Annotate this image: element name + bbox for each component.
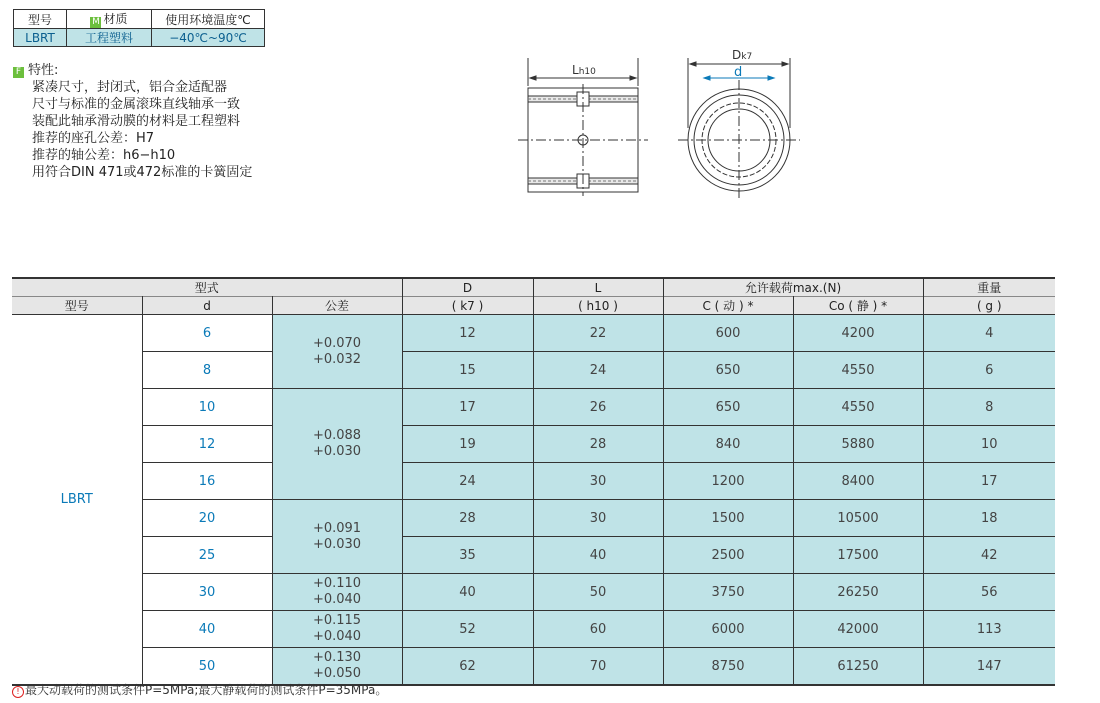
table-row bbox=[12, 315, 1055, 352]
bearing-drawing bbox=[518, 44, 808, 204]
C-cell: 6000 bbox=[663, 611, 793, 648]
Co-cell: 42000 bbox=[793, 611, 923, 648]
d-cell: 8 bbox=[142, 352, 272, 389]
D-cell: 15 bbox=[402, 352, 533, 389]
feature-line: 用符合DIN 471或472标准的卡簧固定 bbox=[32, 165, 253, 180]
tolerance-cell: +0.115 +0.040 bbox=[272, 611, 402, 648]
weight-cell: 6 bbox=[923, 352, 1055, 389]
col-header-weight: 重量 bbox=[923, 278, 1055, 297]
Co-cell: 4200 bbox=[793, 315, 923, 352]
L-cell: 70 bbox=[533, 648, 663, 686]
weight-cell: 42 bbox=[923, 537, 1055, 574]
col-header-d: d bbox=[142, 297, 272, 315]
table-row bbox=[12, 500, 1055, 537]
Co-cell: 61250 bbox=[793, 648, 923, 686]
weight-cell: 17 bbox=[923, 463, 1055, 500]
d-cell: 12 bbox=[142, 426, 272, 463]
d-cell: 20 bbox=[142, 500, 272, 537]
spec-table bbox=[13, 9, 265, 47]
L-cell: 50 bbox=[533, 574, 663, 611]
feature-line: 推荐的座孔公差：H7 bbox=[32, 131, 155, 146]
L-cell: 60 bbox=[533, 611, 663, 648]
col-header-D-sub: ( k7 ) bbox=[402, 297, 533, 315]
table-row bbox=[12, 574, 1055, 611]
tolerance-cell: +0.130 +0.050 bbox=[272, 648, 402, 686]
feature-line: 尺寸与标准的金属滚珠直线轴承一致 bbox=[32, 97, 241, 112]
table-row bbox=[12, 463, 1055, 500]
weight-cell: 147 bbox=[923, 648, 1055, 686]
L-cell: 30 bbox=[533, 500, 663, 537]
feature-badge-icon: F bbox=[13, 67, 24, 78]
features-title: 特性: bbox=[28, 63, 59, 78]
d-cell: 30 bbox=[142, 574, 272, 611]
feature-line: 紧凑尺寸，封闭式，铝合金适配器 bbox=[32, 80, 228, 95]
weight-cell: 8 bbox=[923, 389, 1055, 426]
L-cell: 40 bbox=[533, 537, 663, 574]
col-header-L-sub: ( h10 ) bbox=[533, 297, 663, 315]
Co-cell: 4550 bbox=[793, 352, 923, 389]
weight-cell: 10 bbox=[923, 426, 1055, 463]
table-row bbox=[12, 389, 1055, 426]
col-header-C: C ( 动 ) * bbox=[663, 297, 793, 315]
Co-cell: 26250 bbox=[793, 574, 923, 611]
d-cell: 6 bbox=[142, 315, 272, 352]
footnote-text: 最大动载荷的测试条件P=5MPa;最大静载荷的测试条件P=35MPa。 bbox=[25, 683, 388, 697]
material-badge-icon: M bbox=[92, 17, 100, 27]
side-view bbox=[518, 58, 648, 196]
dimensions-table bbox=[12, 277, 1055, 686]
C-cell: 1200 bbox=[663, 463, 793, 500]
model-cell: LBRT bbox=[12, 315, 142, 686]
table-row bbox=[12, 611, 1055, 648]
col-header-model: 型号 bbox=[12, 297, 142, 315]
D-cell: 12 bbox=[402, 315, 533, 352]
C-cell: 650 bbox=[663, 352, 793, 389]
D-cell: 52 bbox=[402, 611, 533, 648]
warning-icon: ! bbox=[12, 686, 24, 698]
C-cell: 840 bbox=[663, 426, 793, 463]
D-cell: 24 bbox=[402, 463, 533, 500]
d-cell: 40 bbox=[142, 611, 272, 648]
d-cell: 16 bbox=[142, 463, 272, 500]
weight-cell: 113 bbox=[923, 611, 1055, 648]
C-cell: 600 bbox=[663, 315, 793, 352]
col-header-weight-sub: ( g ) bbox=[923, 297, 1055, 315]
C-cell: 2500 bbox=[663, 537, 793, 574]
C-cell: 650 bbox=[663, 389, 793, 426]
spec-header-model: 型号 bbox=[14, 10, 67, 29]
feature-line: 推荐的轴公差：h6−h10 bbox=[32, 148, 176, 163]
weight-cell: 18 bbox=[923, 500, 1055, 537]
spec-header-material: M 材质 bbox=[67, 10, 152, 29]
table-row bbox=[12, 648, 1055, 686]
table-row bbox=[12, 537, 1055, 574]
C-cell: 8750 bbox=[663, 648, 793, 686]
col-header-load: 允许载荷max.(N) bbox=[663, 278, 923, 297]
Co-cell: 8400 bbox=[793, 463, 923, 500]
L-cell: 24 bbox=[533, 352, 663, 389]
C-cell: 1500 bbox=[663, 500, 793, 537]
group-header-type: 型式 bbox=[12, 278, 402, 297]
Co-cell: 10500 bbox=[793, 500, 923, 537]
feature-line: 装配此轴承滑动膜的材料是工程塑料 bbox=[32, 114, 241, 129]
d-cell: 50 bbox=[142, 648, 272, 686]
L-cell: 22 bbox=[533, 315, 663, 352]
D-cell: 17 bbox=[402, 389, 533, 426]
tolerance-cell: +0.091 +0.030 bbox=[272, 500, 402, 574]
Co-cell: 4550 bbox=[793, 389, 923, 426]
col-header-D: D bbox=[402, 278, 533, 297]
col-header-Co: Co ( 静 ) * bbox=[793, 297, 923, 315]
weight-cell: 4 bbox=[923, 315, 1055, 352]
table-row bbox=[12, 426, 1055, 463]
d-cell: 10 bbox=[142, 389, 272, 426]
D-cell: 19 bbox=[402, 426, 533, 463]
D-cell: 28 bbox=[402, 500, 533, 537]
outer-diameter-label: Dk7 bbox=[732, 48, 753, 62]
table-row bbox=[12, 352, 1055, 389]
Co-cell: 17500 bbox=[793, 537, 923, 574]
col-header-L: L bbox=[533, 278, 663, 297]
weight-cell: 56 bbox=[923, 574, 1055, 611]
L-cell: 30 bbox=[533, 463, 663, 500]
C-cell: 3750 bbox=[663, 574, 793, 611]
features-block bbox=[13, 62, 252, 181]
spec-value-material: 工程塑料 bbox=[67, 29, 152, 47]
Co-cell: 5880 bbox=[793, 426, 923, 463]
tolerance-cell: +0.088 +0.030 bbox=[272, 389, 402, 500]
footnote bbox=[12, 681, 387, 698]
tolerance-cell: +0.110 +0.040 bbox=[272, 574, 402, 611]
col-header-tolerance: 公差 bbox=[272, 297, 402, 315]
spec-header-temperature: 使用环境温度℃ bbox=[152, 10, 265, 29]
d-cell: 25 bbox=[142, 537, 272, 574]
L-cell: 26 bbox=[533, 389, 663, 426]
D-cell: 35 bbox=[402, 537, 533, 574]
L-cell: 28 bbox=[533, 426, 663, 463]
spec-value-temperature: −40℃~90℃ bbox=[152, 29, 265, 47]
D-cell: 62 bbox=[402, 648, 533, 686]
D-cell: 40 bbox=[402, 574, 533, 611]
length-label: Lh10 bbox=[572, 63, 596, 77]
tolerance-cell: +0.070 +0.032 bbox=[272, 315, 402, 389]
inner-diameter-label: d bbox=[734, 65, 743, 80]
spec-value-model: LBRT bbox=[14, 29, 67, 47]
